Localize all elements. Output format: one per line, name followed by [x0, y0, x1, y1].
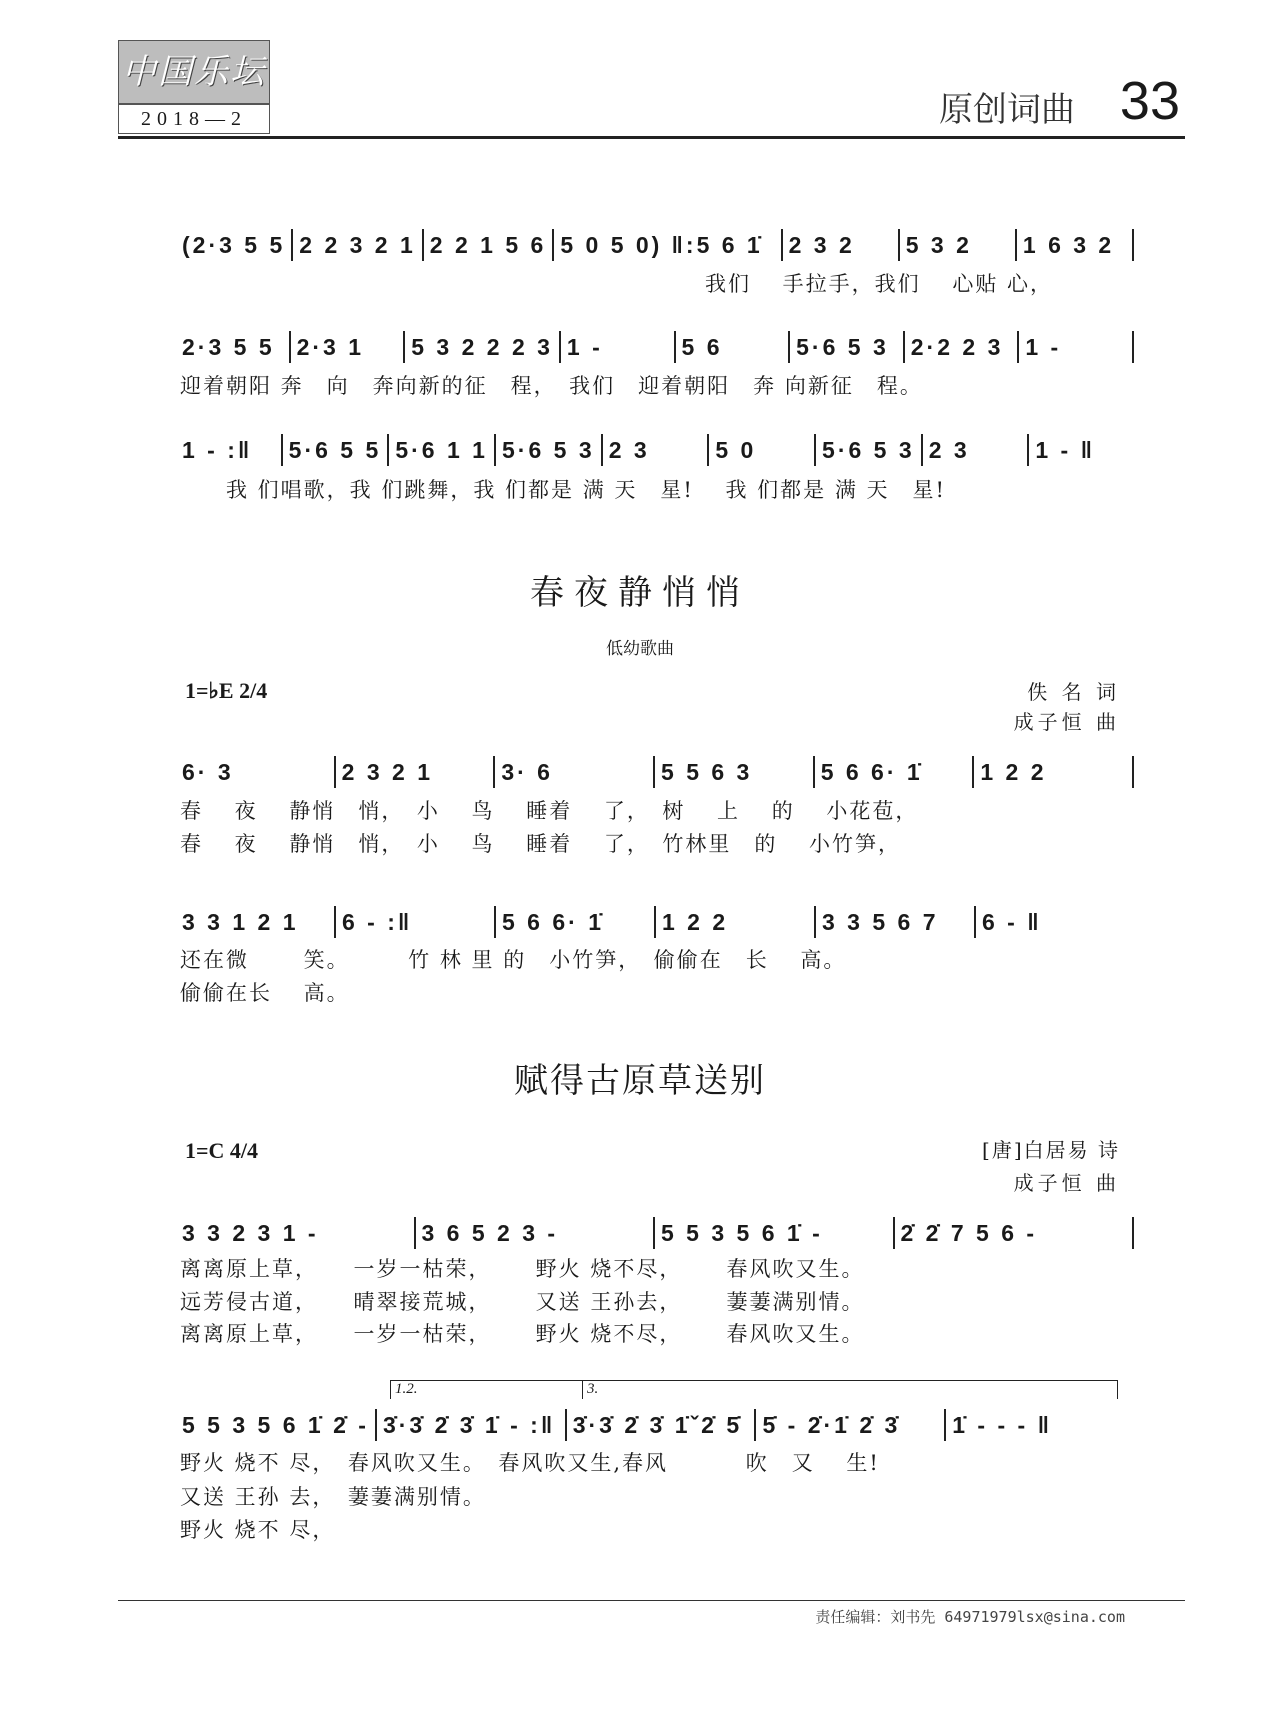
measure: 3 3 1 2 1 — [182, 908, 299, 935]
lyric-line: 又送 王孙 去， 萋萋满别情。 — [180, 1485, 486, 1509]
measure: 2 2 1 5 6 — [429, 231, 547, 258]
measure: 5 5 6 3 — [661, 758, 753, 785]
barline — [1132, 1217, 1134, 1249]
lyric-line: 我 们唱歌，我 们跳舞，我 们都是 满 天 星! 我 们都是 满 天 星! — [180, 478, 946, 502]
lyric-line: 野火 烧不 尽， 春风吹又生。 春风吹又生,春风 吹 又 生! — [180, 1451, 880, 1475]
notation-row — [176, 1216, 1134, 1250]
editor-email: 64971979lsx@sina.com — [944, 1608, 1125, 1626]
song3-lyricist: [唐]白居易 诗 — [982, 1138, 1120, 1162]
measure: 1 - :‖ — [182, 436, 253, 463]
lyric-line: 远芳侵古道， 晴翠接荒城， 又送 王孙去， 萋萋满别情。 — [180, 1290, 865, 1314]
song3-key: 1=C 4/4 — [185, 1138, 259, 1163]
measure: 5·6 5 5 — [288, 436, 382, 463]
measure: 2·3 1 — [296, 333, 365, 360]
measure: (2·3 5 5 — [182, 231, 286, 258]
editor: 责任编辑：刘书先 — [815, 1608, 936, 1626]
measure: 1 2 2 — [980, 758, 1047, 785]
notation-row — [176, 330, 1134, 364]
volta-bracket-1: 1.2. — [390, 1380, 583, 1399]
header-divider — [118, 136, 1185, 139]
barline — [1132, 756, 1134, 788]
measure: 5 6 6· 1̇ — [820, 758, 923, 785]
lyric-line: 偷偷在长 高。 — [180, 981, 350, 1005]
measure: 2 3 2 1 — [341, 758, 434, 785]
measure: 6 - ‖ — [982, 908, 1042, 935]
song2-key: 1=♭E 2/4 — [185, 678, 268, 703]
lyric-line: 春 夜 静悄 悄， 小 鸟 睡着 了， 竹林里 的 小竹笋， — [180, 832, 902, 856]
magazine-logo: 中国乐坛 — [118, 40, 270, 104]
measure: 2·3 5 5 — [182, 333, 275, 360]
measure: 1 6 3 2 — [1022, 231, 1115, 258]
measure: 2 2 3 2 1 — [299, 231, 416, 258]
measure: 3 3 2 3 1 - — [182, 1219, 319, 1246]
measure: 5 0 — [715, 436, 757, 463]
measure: 5̇ - 2̇·1̇ 2̇ 3̇ — [762, 1411, 901, 1438]
measure: 5 3 2 2 2 3 — [411, 333, 553, 360]
song2-composer: 成子恒 曲 — [1013, 710, 1120, 734]
barline — [1132, 229, 1134, 261]
measure: 5·6 5 3 — [822, 436, 915, 463]
measure: 6 - :‖ — [342, 908, 413, 935]
measure: 1 - — [566, 333, 603, 360]
measure: 6· 3 — [182, 758, 234, 785]
measure: 2 3 — [928, 436, 970, 463]
notation-row — [176, 755, 1134, 789]
measure: 2·2 2 3 — [910, 333, 1004, 360]
measure: 1 2 2 — [662, 908, 729, 935]
measure: 2 3 2 — [788, 231, 855, 258]
measure: 1 - ‖ — [1035, 436, 1096, 463]
measure: 3 6 5 2 3 - — [421, 1219, 559, 1246]
notation-row — [176, 228, 1134, 262]
lyric-line: 我们 手拉手，我们 心贴 心， — [705, 272, 1054, 296]
song2-title: 春夜静悄悄 — [530, 573, 750, 613]
measure: 1̇ - - - ‖ — [952, 1411, 1053, 1438]
section-title: 原创词曲 — [939, 90, 1075, 130]
measure: 3̇·3̇ 2̇ 3̇ 1̇ - :‖ — [382, 1411, 556, 1438]
lyric-line: 还在微 笑。 竹 林 里 的 小竹笋， 偷偷在 长 高。 — [180, 948, 847, 972]
barline — [1132, 331, 1134, 363]
measure: 5·6 1 1 — [395, 436, 488, 463]
lyric-line: 春 夜 静悄 悄， 小 鸟 睡着 了， 树 上 的 小花苞， — [180, 799, 919, 823]
repeat-start-measure: ‖:5 6 1̇ — [671, 231, 763, 258]
lyric-line: 离离原上草， 一岁一枯荣， 野火 烧不尽， 春风吹又生。 — [180, 1257, 865, 1281]
measure: 5·6 5 3 — [502, 436, 595, 463]
measure: 5 0 5 0) — [560, 231, 663, 258]
footer-credit — [815, 1606, 1125, 1627]
measure: 5 6 — [681, 333, 723, 360]
page-number: 33 — [1119, 71, 1180, 131]
measure: 5·6 5 3 — [796, 333, 889, 360]
measure: 1 - — [1025, 333, 1062, 360]
measure: 2 3 — [608, 436, 650, 463]
measure: 5 5 3 5 6 1̇ 2̇ - — [182, 1411, 369, 1438]
measure: 5 3 2 — [905, 231, 972, 258]
lyric-line: 野火 烧不 尽， — [180, 1518, 336, 1542]
measure: 3· 6 — [501, 758, 553, 785]
song2-subtitle: 低幼歌曲 — [606, 639, 674, 659]
measure: 5 6 6· 1̇ — [502, 908, 604, 935]
notation-row — [176, 905, 1134, 939]
lyric-line: 迎着朝阳 奔 向 奔向新的征 程， 我们 迎着朝阳 奔 向新征 程。 — [180, 374, 923, 398]
song3-title: 赋得古原草送别 — [514, 1061, 766, 1101]
issue-number: 2018—2 — [118, 104, 270, 134]
measure: 3 3 5 6 7 — [822, 908, 939, 935]
song2-lyricist: 佚 名 词 — [1027, 680, 1120, 704]
lyric-line: 离离原上草， 一岁一枯荣， 野火 烧不尽， 春风吹又生。 — [180, 1322, 865, 1346]
measure: 3̇·3̇ 2̇ 3̇ 1̇ˇ2̇ 5̇ — [572, 1411, 743, 1438]
notation-row — [176, 433, 1134, 467]
notation-row — [176, 1408, 1134, 1442]
footer-divider — [118, 1600, 1185, 1601]
measure: 5 5 3 5 6 1̇ - — [661, 1219, 823, 1246]
song3-composer: 成子恒 曲 — [1013, 1171, 1120, 1195]
measure: 2̇ 2̇ 7 5 6 - — [900, 1219, 1038, 1246]
volta-bracket-2: 3. — [582, 1380, 1118, 1399]
